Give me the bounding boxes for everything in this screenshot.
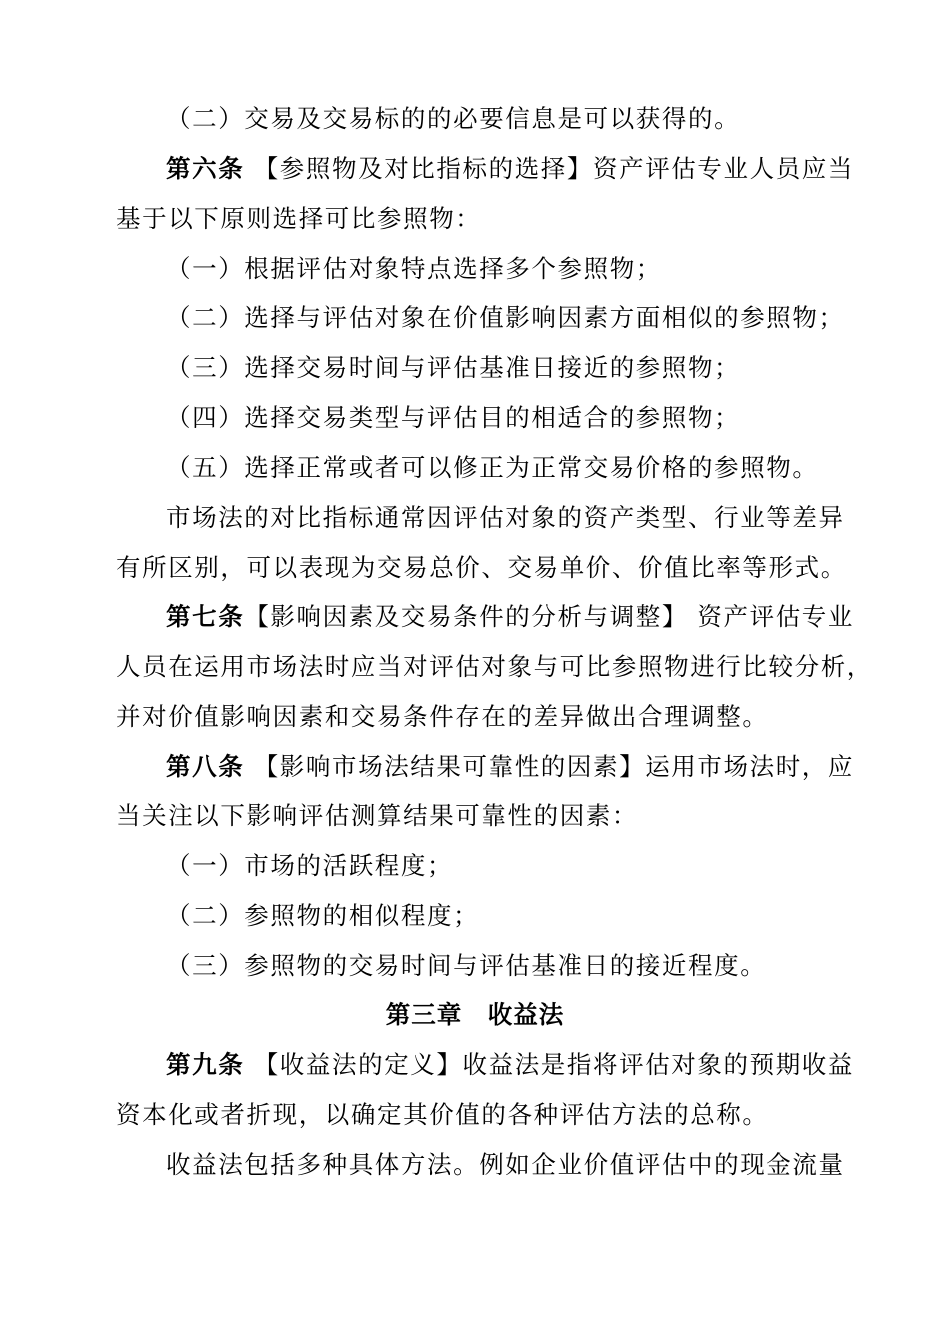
text-line: （五）选择正常或者可以修正为正常交易价格的参照物。 — [166, 453, 819, 482]
text-line: 【影响市场法结果可靠性的因素】运用市场法时，应 — [244, 752, 854, 781]
text-line: 基于以下原则选择可比参照物： — [116, 204, 482, 233]
article-paragraph — [166, 1050, 854, 1080]
text-line: 【收益法的定义】收益法是指将评估对象的预期收益 — [244, 1050, 854, 1079]
chapter-heading: 第三章 收益法 — [385, 1000, 565, 1029]
article-number: 第八条 — [166, 752, 245, 781]
article-number: 第六条 — [166, 154, 245, 183]
text-line: 【影响因素及交易条件的分析与调整】 资产评估专业 — [244, 602, 854, 631]
text-line: （二）参照物的相似程度； — [166, 901, 480, 930]
article-number: 第九条 — [166, 1050, 245, 1079]
text-line: 有所区别，可以表现为交易总价、交易单价、价值比率等形式。 — [116, 553, 847, 582]
text-line: （三）选择交易时间与评估基准日接近的参照物； — [166, 353, 741, 382]
text-line: （二）选择与评估对象在价值影响因素方面相似的参照物； — [166, 303, 845, 332]
article-paragraph — [166, 752, 854, 782]
text-line: （一）市场的活跃程度； — [166, 851, 454, 880]
article-number: 第七条 — [166, 602, 245, 631]
text-line: 资本化或者折现，以确定其价值的各种评估方法的总称。 — [116, 1100, 769, 1129]
text-line: （二）交易及交易标的的必要信息是可以获得的。 — [166, 104, 741, 133]
text-line: 并对价值影响因素和交易条件存在的差异做出合理调整。 — [116, 702, 769, 731]
text-line: 市场法的对比指标通常因评估对象的资产类型、行业等差异 — [166, 503, 845, 532]
article-paragraph — [166, 602, 854, 632]
text-line: （一）根据评估对象特点选择多个参照物； — [166, 254, 662, 283]
text-line: 【参照物及对比指标的选择】资产评估专业人员应当 — [244, 154, 854, 183]
text-line: 当关注以下影响评估测算结果可靠性的因素： — [116, 801, 638, 830]
text-line: （三）参照物的交易时间与评估基准日的接近程度。 — [166, 951, 767, 980]
article-paragraph — [166, 154, 854, 184]
text-line: 收益法包括多种具体方法。例如企业价值评估中的现金流量 — [166, 1150, 845, 1179]
text-line: 人员在运用市场法时应当对评估对象与可比参照物进行比较分析， — [116, 652, 873, 681]
text-line: （四）选择交易类型与评估目的相适合的参照物； — [166, 403, 741, 432]
